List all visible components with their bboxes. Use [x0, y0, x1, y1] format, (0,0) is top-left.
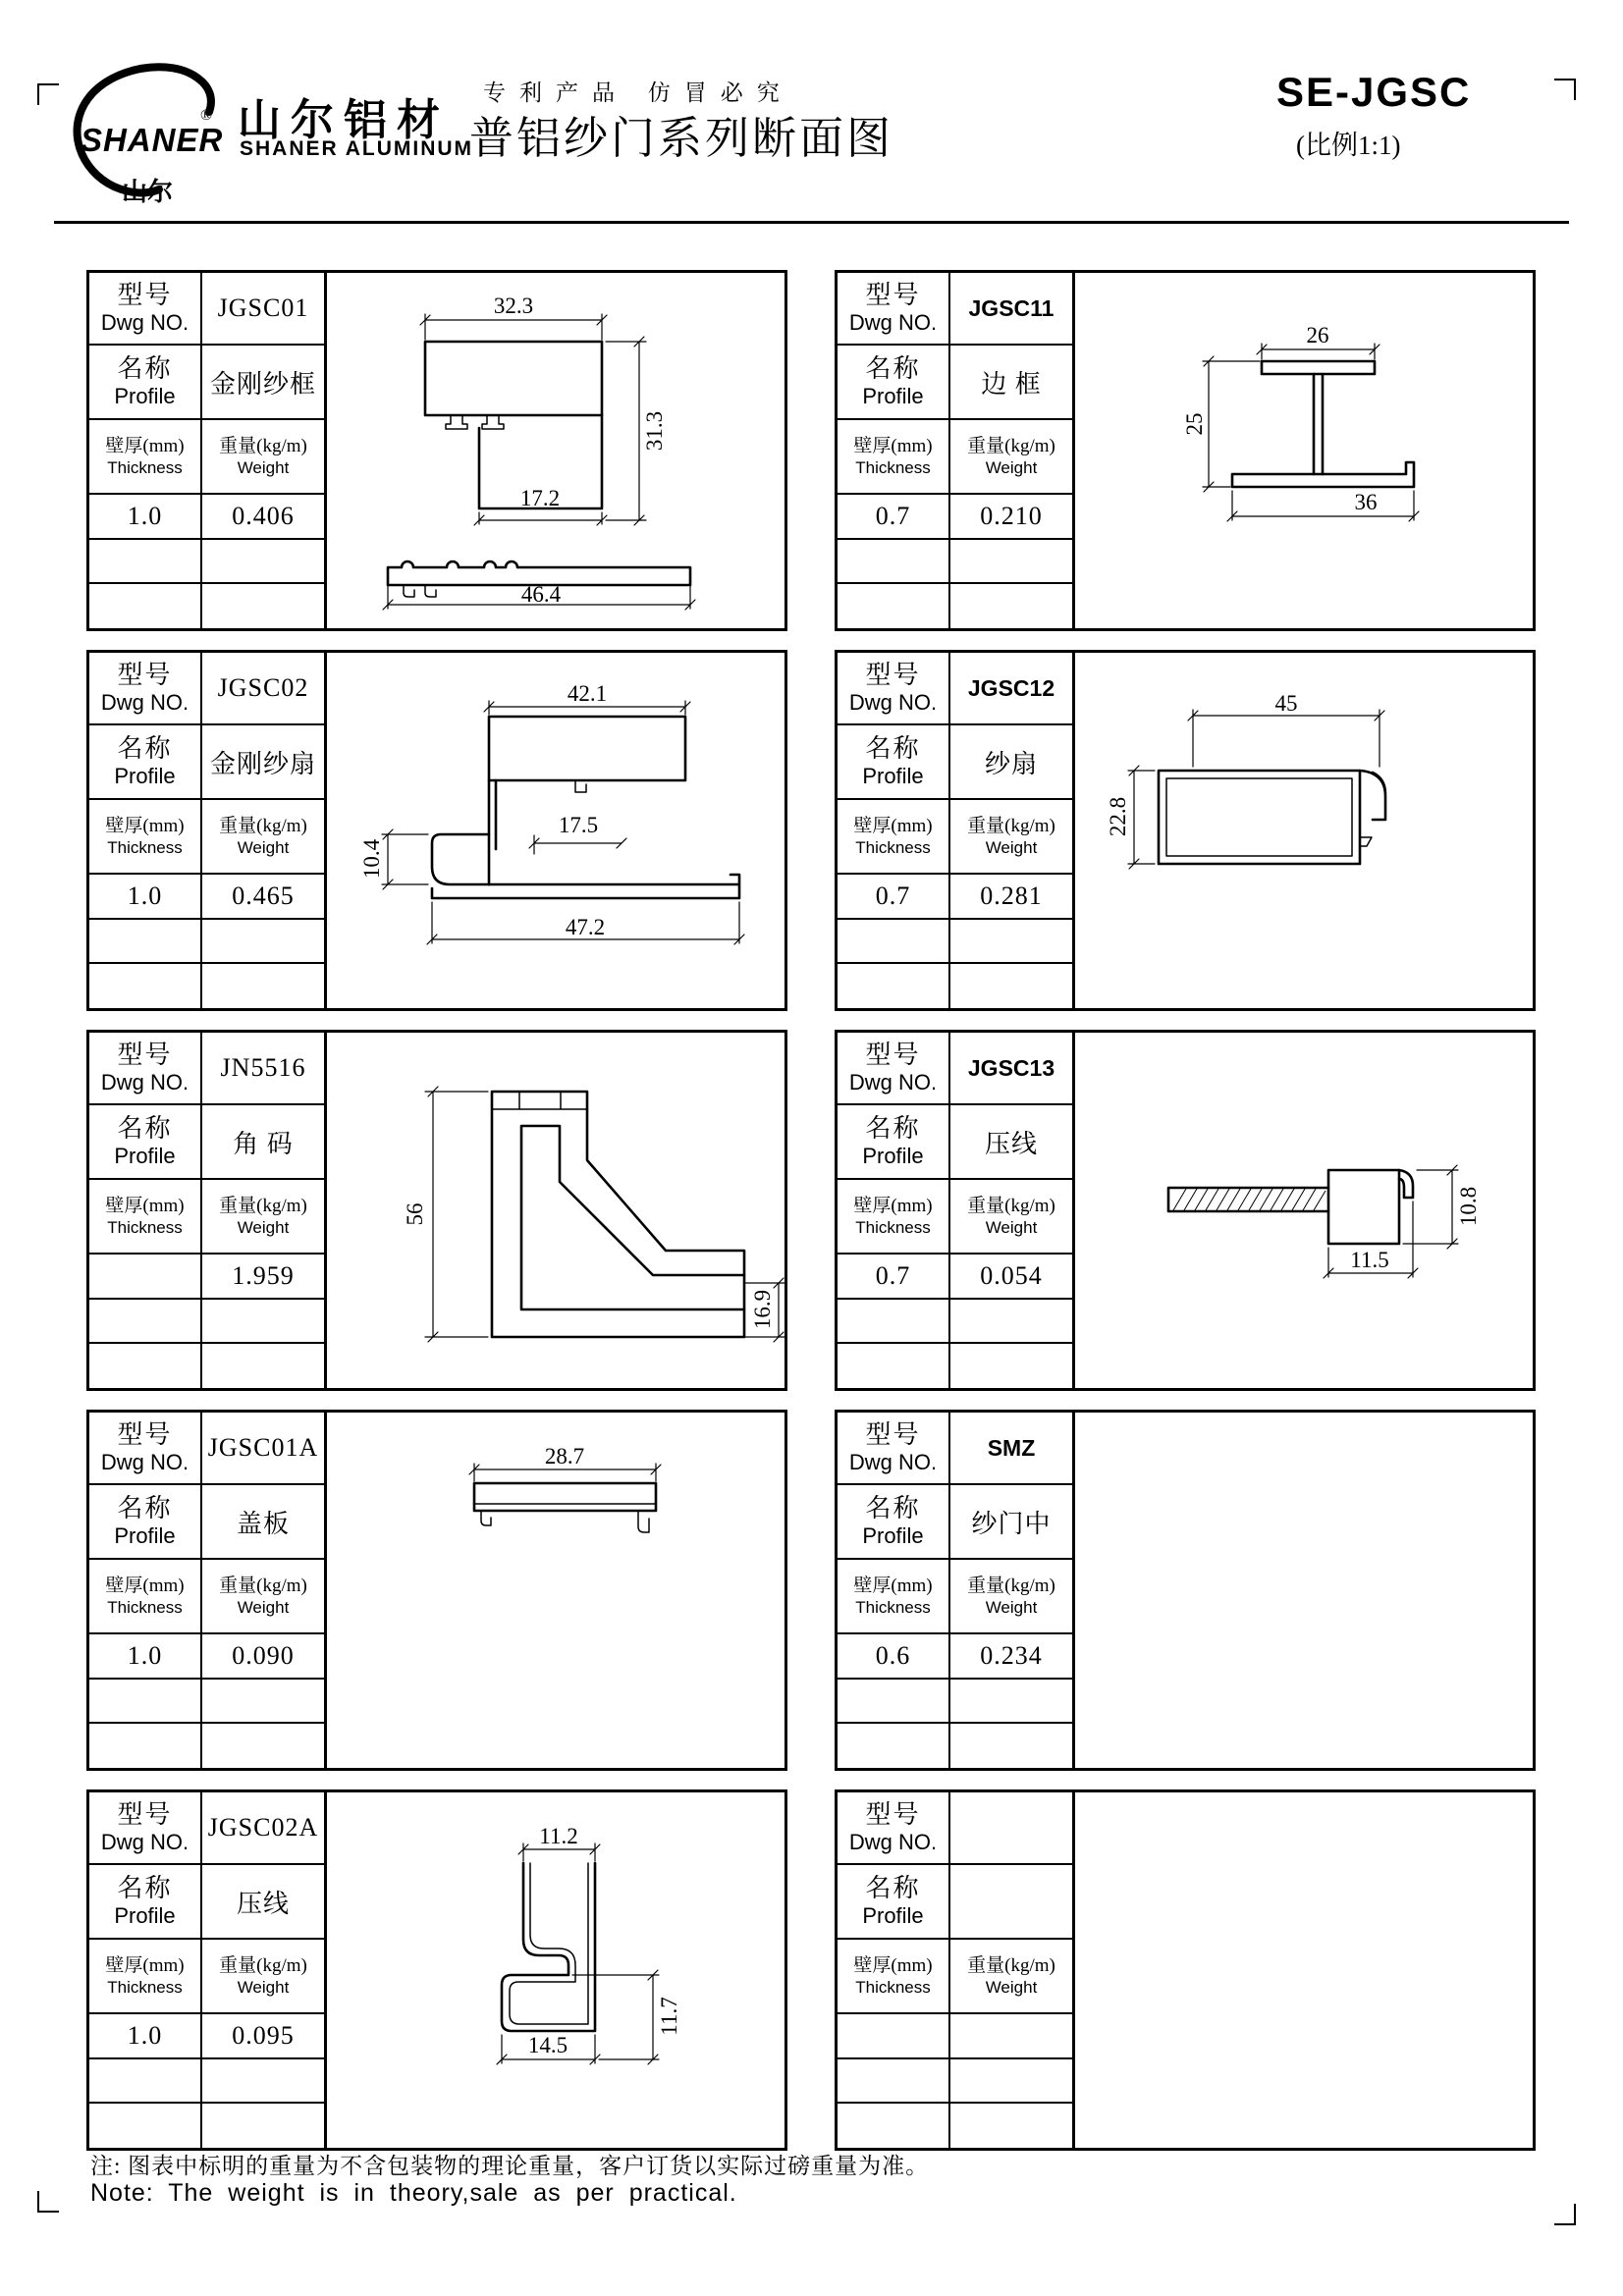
empty-cell — [838, 540, 950, 582]
profile-card-jgsc01a — [86, 1410, 787, 1771]
empty-cell — [202, 1680, 324, 1722]
header-rule — [54, 221, 1569, 224]
profile-value: 纱门中 — [971, 1509, 1052, 1538]
thickness-value: 1.0 — [89, 495, 202, 538]
dwg-no-value: JGSC02A — [207, 1813, 319, 1842]
label-profile-en: Profile — [862, 384, 924, 409]
label-weight-cn: 重量(kg/m) — [967, 1954, 1055, 1976]
label-thickness — [838, 1560, 950, 1632]
label-profile-cn: 名称 — [865, 1874, 921, 1903]
empty-cell — [89, 1300, 202, 1342]
company-name-en: SHANER ALUMINUM — [240, 137, 474, 160]
logo-reg-mark: ® — [200, 107, 213, 124]
label-weight-cn: 重量(kg/m) — [219, 1195, 307, 1216]
label-profile — [89, 725, 202, 798]
empty-cell — [950, 1724, 1072, 1768]
label-dwg-no — [89, 273, 202, 344]
profile-value: 角 码 — [233, 1129, 294, 1158]
label-thickness-en: Thickness — [107, 1598, 183, 1618]
dim-top: 26 — [1306, 323, 1329, 347]
thickness-value: 0.7 — [838, 875, 950, 918]
label-thickness-cn: 壁厚(mm) — [853, 1954, 933, 1976]
label-profile — [838, 1105, 950, 1178]
patent-slogan: 专利产品 仿冒必究 — [483, 80, 793, 105]
thickness-value: 1.0 — [89, 875, 202, 918]
label-weight — [950, 1940, 1072, 2012]
label-weight — [950, 800, 1072, 873]
label-profile-cn: 名称 — [865, 734, 921, 764]
label-profile-en: Profile — [862, 1903, 924, 1929]
empty-cell — [838, 1300, 950, 1342]
empty-cell — [950, 540, 1072, 582]
label-profile-cn: 名称 — [865, 1114, 921, 1144]
empty-cell — [838, 964, 950, 1008]
label-weight — [202, 1560, 324, 1632]
drawing-jgsc01 — [327, 273, 784, 628]
spec-table — [838, 1033, 1075, 1388]
label-profile-en: Profile — [862, 1144, 924, 1169]
label-thickness — [89, 420, 202, 493]
empty-cell — [89, 584, 202, 628]
label-dwg-no-cn: 型号 — [117, 1041, 173, 1070]
empty-cell — [202, 540, 324, 582]
label-dwg-no — [838, 273, 950, 344]
label-dwg-no — [838, 1413, 950, 1483]
empty-cell — [950, 1680, 1072, 1722]
dwg-no-value: JGSC01 — [217, 294, 309, 322]
label-profile — [838, 1865, 950, 1938]
spec-table — [838, 653, 1075, 1008]
label-thickness — [838, 420, 950, 493]
empty-cell — [838, 2059, 950, 2102]
label-profile-en: Profile — [114, 1903, 176, 1929]
logo-brand-text: SHANER — [81, 122, 224, 158]
label-profile-cn: 名称 — [117, 1874, 173, 1903]
label-profile-cn: 名称 — [865, 1494, 921, 1523]
dim-right: 10.8 — [1456, 1186, 1481, 1227]
empty-cell — [89, 1680, 202, 1722]
empty-cell — [202, 584, 324, 628]
spec-table — [89, 1792, 327, 2148]
label-dwg-no-en: Dwg NO. — [848, 1450, 938, 1475]
drawing-jgsc02 — [327, 653, 784, 1008]
weight-value: 0.234 — [980, 1641, 1043, 1670]
doc-code: SE-JGSC — [1276, 69, 1472, 115]
spec-table — [89, 1413, 327, 1768]
label-weight-en: Weight — [237, 1218, 290, 1238]
profile-card-jgsc13 — [835, 1030, 1536, 1391]
empty-cell — [838, 1680, 950, 1722]
label-dwg-no-cn: 型号 — [117, 661, 173, 690]
footer-note-cn: 注: 图表中标明的重量为不含包装物的理论重量，客户订货以实际过磅重量为准。 — [90, 2154, 930, 2178]
profile-value: 金刚纱框 — [209, 369, 316, 399]
label-profile-en: Profile — [862, 1523, 924, 1549]
label-dwg-no-en: Dwg NO. — [100, 1830, 189, 1855]
weight-value: 0.095 — [232, 2021, 295, 2050]
dim-top: 11.2 — [539, 1824, 578, 1848]
empty-cell — [89, 1344, 202, 1388]
dwg-no-value: JGSC13 — [967, 1054, 1055, 1081]
corner-mark-top-right — [1554, 79, 1576, 100]
label-profile — [838, 346, 950, 418]
dim-bottom: 46.4 — [520, 582, 562, 607]
label-dwg-no-cn: 型号 — [117, 281, 173, 310]
drawing-jgsc13 — [1075, 1033, 1533, 1388]
dim-bottom: 47.2 — [565, 915, 606, 939]
footer-note-en: Note: The weight is in theory,sale as per practical. — [90, 2179, 737, 2207]
section-drawing — [1075, 273, 1533, 628]
label-profile-cn: 名称 — [117, 1494, 173, 1523]
label-weight-en: Weight — [985, 1978, 1038, 1998]
label-dwg-no-en: Dwg NO. — [100, 1450, 189, 1475]
label-dwg-no-cn: 型号 — [865, 1041, 921, 1070]
thickness-value: 1.0 — [89, 2014, 202, 2057]
dim-top: 45 — [1274, 691, 1298, 716]
weight-value: 0.465 — [232, 881, 295, 910]
label-thickness-cn: 壁厚(mm) — [105, 1575, 185, 1596]
section-drawing — [327, 653, 784, 1008]
label-dwg-no-cn: 型号 — [865, 281, 921, 310]
label-profile-en: Profile — [114, 764, 176, 789]
section-drawing — [327, 1033, 784, 1388]
label-profile — [838, 1485, 950, 1558]
label-thickness-cn: 壁厚(mm) — [105, 815, 185, 836]
label-dwg-no — [838, 1033, 950, 1103]
label-weight-cn: 重量(kg/m) — [967, 435, 1055, 456]
profile-card-jgsc02 — [86, 650, 787, 1011]
scale-note: (比例1:1) — [1296, 131, 1401, 160]
label-dwg-no-en: Dwg NO. — [848, 310, 938, 336]
label-profile-en: Profile — [114, 1144, 176, 1169]
dwg-no-value: SMZ — [987, 1434, 1036, 1461]
label-weight-en: Weight — [985, 458, 1038, 478]
profile-card-smz — [835, 1410, 1536, 1771]
label-thickness-en: Thickness — [107, 838, 183, 858]
profile-value: 盖板 — [236, 1509, 290, 1538]
dim-left: 56 — [403, 1202, 427, 1226]
dwg-no-value: JGSC02 — [217, 673, 309, 702]
profile-card-jgsc11 — [835, 270, 1536, 631]
label-dwg-no-cn: 型号 — [865, 661, 921, 690]
empty-cell — [950, 1344, 1072, 1388]
dim-right: 16.9 — [750, 1289, 775, 1330]
label-dwg-no-cn: 型号 — [865, 1800, 921, 1830]
label-thickness-en: Thickness — [855, 1218, 931, 1238]
spec-table — [838, 273, 1075, 628]
thickness-value: 0.6 — [838, 1634, 950, 1678]
empty-cell — [838, 920, 950, 962]
thickness-value — [838, 2014, 950, 2057]
label-weight — [202, 1180, 324, 1253]
label-thickness — [89, 1940, 202, 2012]
label-dwg-no — [89, 1792, 202, 1863]
dwg-no-value — [950, 1792, 1072, 1863]
label-weight — [950, 1560, 1072, 1632]
drawing-jn5516 — [327, 1033, 784, 1388]
dim-inner: 17.5 — [558, 813, 599, 837]
empty-cell — [838, 2104, 950, 2148]
label-thickness-cn: 壁厚(mm) — [853, 1575, 933, 1596]
label-dwg-no-cn: 型号 — [117, 1420, 173, 1450]
spec-table — [89, 273, 327, 628]
label-thickness-cn: 壁厚(mm) — [105, 435, 185, 456]
profile-value: 边 框 — [981, 369, 1042, 399]
label-weight-en: Weight — [985, 838, 1038, 858]
label-weight-cn: 重量(kg/m) — [967, 1195, 1055, 1216]
thickness-value: 0.7 — [838, 495, 950, 538]
weight-value: 0.090 — [232, 1641, 295, 1670]
label-thickness — [89, 800, 202, 873]
label-profile — [89, 1865, 202, 1938]
drawing-jgsc02a — [327, 1792, 784, 2148]
label-dwg-no-en: Dwg NO. — [100, 690, 189, 716]
label-profile-cn: 名称 — [117, 734, 173, 764]
profile-card-jgsc01 — [86, 270, 787, 631]
empty-cell — [950, 2104, 1072, 2148]
dwg-no-value: JGSC01A — [207, 1433, 319, 1462]
label-dwg-no-en: Dwg NO. — [848, 1830, 938, 1855]
label-profile — [89, 346, 202, 418]
empty-cell — [89, 964, 202, 1008]
logo-cn-text: 山尔 — [122, 177, 174, 206]
empty-cell — [950, 964, 1072, 1008]
empty-cell — [202, 1724, 324, 1768]
dim-left: 25 — [1182, 412, 1207, 436]
label-weight-en: Weight — [237, 838, 290, 858]
profile-card-jn5516 — [86, 1030, 787, 1391]
empty-cell — [89, 2104, 202, 2148]
empty-cell — [89, 540, 202, 582]
weight-value: 0.281 — [980, 881, 1043, 910]
empty-cell — [950, 920, 1072, 962]
corner-mark-bottom-right — [1554, 2204, 1576, 2225]
label-profile-cn: 名称 — [865, 354, 921, 384]
label-thickness — [838, 800, 950, 873]
spec-table — [89, 1033, 327, 1388]
label-weight-cn: 重量(kg/m) — [219, 435, 307, 456]
dim-top: 42.1 — [567, 681, 608, 706]
label-weight-cn: 重量(kg/m) — [967, 815, 1055, 836]
shaner-logo — [51, 63, 243, 212]
weight-value — [950, 2014, 1072, 2057]
label-weight — [202, 1940, 324, 2012]
label-weight — [950, 420, 1072, 493]
label-weight-en: Weight — [985, 1598, 1038, 1618]
label-dwg-no-en: Dwg NO. — [100, 310, 189, 336]
corner-mark-bottom-left — [37, 2191, 59, 2213]
label-profile — [838, 725, 950, 798]
label-profile-cn: 名称 — [117, 354, 173, 384]
label-dwg-no — [838, 653, 950, 723]
weight-value: 1.959 — [232, 1261, 295, 1290]
label-thickness-cn: 壁厚(mm) — [853, 1195, 933, 1216]
empty-cell — [950, 584, 1072, 628]
empty-cell — [950, 1300, 1072, 1342]
label-thickness-cn: 壁厚(mm) — [853, 815, 933, 836]
label-thickness-en: Thickness — [107, 458, 183, 478]
label-profile-cn: 名称 — [117, 1114, 173, 1144]
empty-cell — [89, 1724, 202, 1768]
section-drawing — [1075, 653, 1533, 1008]
dim-top: 28.7 — [544, 1444, 585, 1468]
label-dwg-no-en: Dwg NO. — [100, 1070, 189, 1095]
profile-value: 压线 — [236, 1889, 290, 1918]
dim-inner: 17.2 — [519, 486, 561, 510]
dwg-no-value: JGSC11 — [968, 294, 1055, 321]
label-weight-en: Weight — [985, 1218, 1038, 1238]
empty-cell — [838, 584, 950, 628]
dim-right: 11.7 — [657, 1997, 681, 2036]
dwg-no-value: JGSC12 — [967, 674, 1055, 701]
label-thickness-en: Thickness — [855, 458, 931, 478]
label-profile-en: Profile — [114, 1523, 176, 1549]
label-profile — [89, 1485, 202, 1558]
label-profile-en: Profile — [114, 384, 176, 409]
company-name-cn: 山尔铝材 — [238, 96, 450, 144]
dim-top: 32.3 — [493, 294, 534, 318]
label-weight — [950, 1180, 1072, 1253]
drawing-jgsc01a — [327, 1413, 784, 1768]
empty-cell — [89, 2059, 202, 2102]
label-thickness — [89, 1180, 202, 1253]
label-weight — [202, 420, 324, 493]
spec-table — [838, 1413, 1075, 1768]
profile-card-jgsc12 — [835, 650, 1536, 1011]
weight-value: 0.054 — [980, 1261, 1043, 1290]
label-thickness-en: Thickness — [107, 1978, 183, 1998]
label-dwg-no — [838, 1792, 950, 1863]
profile-value: 金刚纱扇 — [209, 749, 316, 778]
label-thickness-cn: 壁厚(mm) — [853, 435, 933, 456]
empty-cell — [202, 2104, 324, 2148]
label-dwg-no-en: Dwg NO. — [848, 690, 938, 716]
label-dwg-no — [89, 653, 202, 723]
label-dwg-no — [89, 1413, 202, 1483]
label-weight-cn: 重量(kg/m) — [219, 1954, 307, 1976]
dim-bottom: 36 — [1354, 490, 1378, 514]
page-title: 普铝纱门系列断面图 — [469, 114, 894, 163]
label-dwg-no-cn: 型号 — [865, 1420, 921, 1450]
section-drawing — [327, 273, 784, 628]
empty-cell — [838, 1724, 950, 1768]
label-thickness-en: Thickness — [855, 1978, 931, 1998]
drawing-jgsc12 — [1075, 653, 1533, 1008]
label-thickness — [838, 1180, 950, 1253]
label-dwg-no-en: Dwg NO. — [848, 1070, 938, 1095]
label-thickness-en: Thickness — [855, 838, 931, 858]
empty-cell — [202, 920, 324, 962]
thickness-value: 1.0 — [89, 1634, 202, 1678]
empty-cell — [89, 920, 202, 962]
dim-bottom: 11.5 — [1350, 1248, 1389, 1272]
weight-value: 0.210 — [980, 502, 1043, 530]
label-thickness-en: Thickness — [855, 1598, 931, 1618]
empty-cell — [950, 2059, 1072, 2102]
dwg-no-value: JN5516 — [220, 1053, 306, 1082]
label-thickness — [838, 1940, 950, 2012]
label-weight-cn: 重量(kg/m) — [219, 815, 307, 836]
label-profile-en: Profile — [862, 764, 924, 789]
label-weight-en: Weight — [237, 1598, 290, 1618]
profile-card-empty — [835, 1789, 1536, 2151]
label-profile — [89, 1105, 202, 1178]
profile-value: 纱扇 — [984, 749, 1038, 778]
label-weight — [202, 800, 324, 873]
empty-cell — [838, 1344, 950, 1388]
dim-left: 22.8 — [1106, 796, 1130, 837]
drawing-jgsc11 — [1075, 273, 1533, 628]
label-thickness-cn: 壁厚(mm) — [105, 1954, 185, 1976]
spec-table — [838, 1792, 1075, 2148]
label-weight-cn: 重量(kg/m) — [219, 1575, 307, 1596]
thickness-value — [89, 1255, 202, 1298]
label-thickness — [89, 1560, 202, 1632]
spec-table — [89, 653, 327, 1008]
label-weight-en: Weight — [237, 458, 290, 478]
label-dwg-no — [89, 1033, 202, 1103]
profile-value: 压线 — [984, 1129, 1038, 1158]
thickness-value: 0.7 — [838, 1255, 950, 1298]
empty-cell — [202, 964, 324, 1008]
label-weight-cn: 重量(kg/m) — [967, 1575, 1055, 1596]
dim-left: 10.4 — [359, 838, 384, 880]
dim-bottom: 14.5 — [527, 2033, 568, 2057]
dim-right: 31.3 — [642, 410, 667, 452]
label-dwg-no-cn: 型号 — [117, 1800, 173, 1830]
empty-cell — [202, 2059, 324, 2102]
label-thickness-cn: 壁厚(mm) — [105, 1195, 185, 1216]
weight-value: 0.406 — [232, 502, 295, 530]
profile-value — [950, 1865, 1072, 1938]
label-weight-en: Weight — [237, 1978, 290, 1998]
empty-cell — [202, 1344, 324, 1388]
profile-card-jgsc02a — [86, 1789, 787, 2151]
empty-cell — [202, 1300, 324, 1342]
label-thickness-en: Thickness — [107, 1218, 183, 1238]
drawing-smz-empty — [1075, 1413, 1533, 1768]
drawing-empty — [1075, 1792, 1533, 2148]
